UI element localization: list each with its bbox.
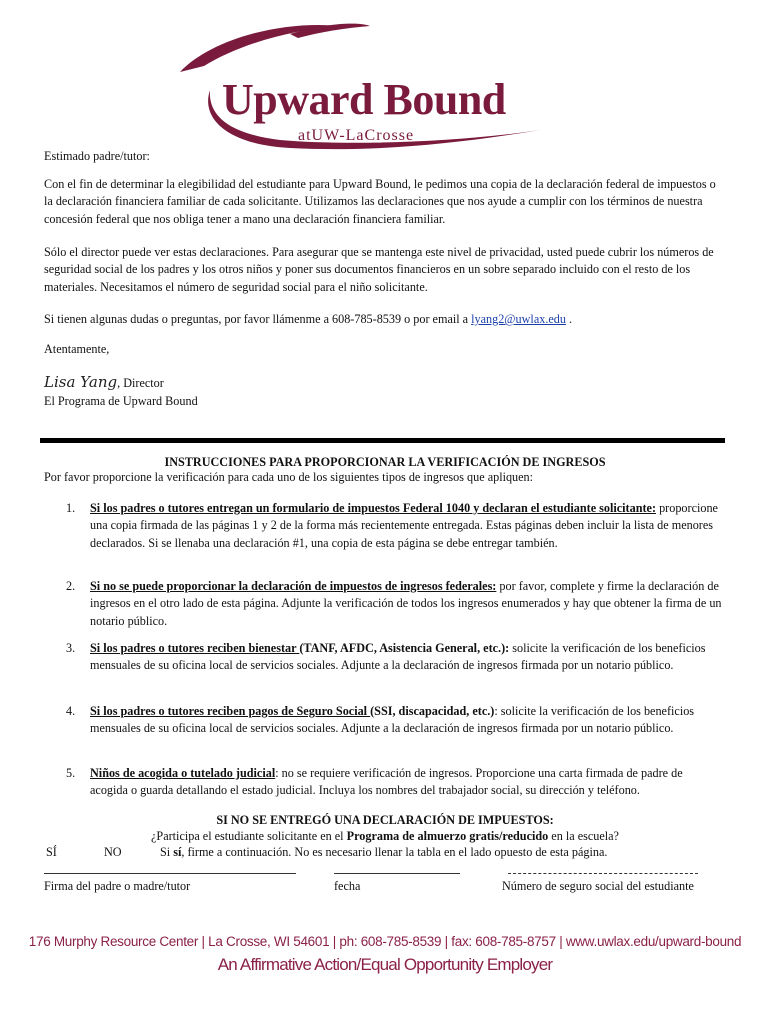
item-number: 1.	[66, 501, 76, 515]
item-lead: Si no se puede proporcionar la declaración de impuestos de ingresos federales:	[90, 579, 497, 593]
question-program: Programa de almuerzo gratis/reducido	[346, 829, 549, 843]
item-text: por favor, complete y firme la declaración de ingresos en el otro lado de esta página. Adjunte la verificación de todos los ingresos enumerados y hay que obtener la firma de un notario público.	[90, 579, 722, 628]
divider	[40, 438, 725, 443]
program-name: El Programa de Upward Bound	[44, 394, 198, 408]
email-link[interactable]: lyang2@uwlax.edu	[471, 312, 566, 326]
logo-subtitle: atUW-LaCrosse	[298, 127, 415, 144]
item-lead: Si los padres o tutores entregan un formulario de impuestos Federal 1040 y declaran el estudiante solicitante:	[90, 501, 657, 515]
item-lead: Si los padres o tutores reciben pagos de Seguro Social	[90, 704, 371, 718]
letter-paragraph-2: Sólo el director puede ver estas declaraciones. Para asegurar que se mantenga este nivel de privacidad, usted puede cubrir los números de seguridad social de los padres y los otros niños y poner sus documentos financieros en un sobre separado incluido con el resto de los materiales. Necesitamos el número de seguridad social para el niño solicitante.	[44, 245, 714, 294]
footer-tagline: An Affirmative Action/Equal Opportunity Employer	[217, 955, 553, 974]
item-number: 3.	[66, 641, 76, 655]
if-yes-text-end: , firme a continuación. No es necesario llenar la tabla en el lado opuesto de esta página.	[181, 845, 608, 859]
instructions-heading: INSTRUCCIONES PARA PROPORCIONAR LA VERIFICACIÓN DE INGRESOS	[164, 455, 606, 469]
signature-line	[44, 372, 724, 393]
item-text: : no se requiere verificación de ingresos. Proporcione una carta firmada de padre de acogida o guarda detallando el estado judicial. Incluya los nombres del trabajador social, su dirección y teléfono.	[90, 766, 683, 798]
item-lead: Niños de acogida o tutelado judicial	[90, 766, 276, 780]
ssn-label: Número de seguro social del estudiante	[502, 879, 694, 893]
item-number: 5.	[66, 766, 76, 780]
no-tax-heading: SI NO SE ENTREGÓ UNA DECLARACIÓN DE IMPUESTOS:	[216, 813, 554, 827]
item-lead: Si los padres o tutores reciben bienestar	[90, 641, 300, 655]
letter-paragraph-1: Con el fin de determinar la elegibilidad del estudiante para Upward Bound, le pedimos una copia de la declaración federal de impuestos o la declaración financiera familiar de cada solicitante. Utilizamos las declaraciones que nos ayude a cumplir con los términos de nuestra concesión federal que nos obliga tener a mano una declaración financiera familiar.	[44, 177, 716, 226]
signer-title: , Director	[117, 376, 164, 390]
if-yes-bold: sí	[173, 845, 182, 859]
yes-option[interactable]: SÍ	[46, 845, 57, 859]
contact-text-end: .	[565, 312, 573, 326]
date-field[interactable]	[334, 873, 460, 874]
item-bold: (TANF, AFDC, Asistencia General, etc.):	[299, 641, 510, 655]
item-bold: (SSI, discapacidad, etc.)	[370, 704, 495, 718]
instructions-intro: Por favor proporcione la verificación para cada uno de los siguientes tipos de ingresos que apliquen:	[44, 470, 534, 484]
item-number: 4.	[66, 704, 76, 718]
contact-text: Si tienen algunas dudas o preguntas, por favor llámenme a 608-785-8539 o por email a	[44, 312, 472, 326]
footer-address: 176 Murphy Resource Center | La Crosse, WI 54601 | ph: 608-785-8539 | fax: 608-785-8757 | www.uwlax.edu/upward-bound	[28, 934, 742, 949]
letter-paragraph-3	[44, 311, 724, 328]
signature-field[interactable]	[44, 873, 296, 874]
signature: Lisa Yang	[44, 373, 118, 391]
logo-title: Upward Bound	[222, 75, 506, 124]
question-text: ¿Participa el estudiante solicitante en el	[151, 829, 347, 843]
date-label: fecha	[334, 879, 361, 893]
if-yes-instruction	[160, 844, 607, 861]
salutation: Estimado padre/tutor:	[44, 149, 150, 163]
ssn-field[interactable]	[508, 873, 698, 874]
if-yes-text: Si	[160, 845, 174, 859]
item-text: : solicite la verificación de los beneficios mensuales de su oficina local de servicios sociales. Adjunte a la declaración de ingresos firmada por un notario público.	[90, 704, 695, 736]
closing: Atentamente,	[44, 342, 110, 356]
item-text: solicite la verificación de los beneficios mensuales de su oficina local de servicios sociales. Adjunte a la declaración de ingresos firmada por un notario público.	[90, 641, 706, 673]
lunch-question	[0, 828, 770, 845]
item-text: proporcione una copia firmada de las páginas 1 y 2 de la forma más recientemente entregada. Estas páginas deben incluir la lista de menores declarados. Si se llenaba una declaración #1, una copia de esta página se debe entregar también.	[90, 501, 718, 550]
no-option[interactable]: NO	[104, 845, 122, 859]
upward-bound-logo	[170, 20, 550, 150]
item-number: 2.	[66, 579, 76, 593]
signature-label: Firma del padre o madre/tutor	[44, 879, 191, 893]
question-text-end: en la escuela?	[548, 829, 619, 843]
